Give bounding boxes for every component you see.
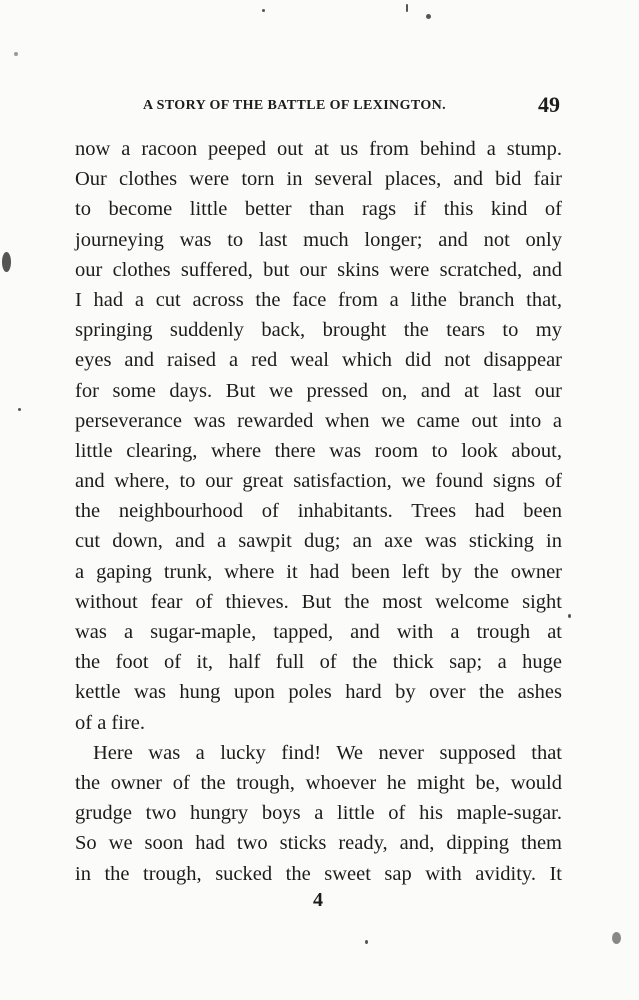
paragraph-start-line: Here was a lucky find! We never supposed that <box>93 741 562 764</box>
scan-speck <box>568 614 571 618</box>
text-line: I had a cut across the face from a lithe branch that, <box>75 288 562 311</box>
text-line: and where, to our great satisfaction, we found signs of <box>75 470 562 493</box>
running-head: A STORY OF THE BATTLE OF LEXINGTON. <box>143 98 447 113</box>
text-line: for some days. But we pressed on, and at last our <box>75 379 562 402</box>
scan-speck <box>14 52 18 56</box>
scan-speck <box>406 4 408 12</box>
text-line: our clothes suffered, but our skins were scratched, and <box>75 258 562 281</box>
text-line: now a racoon peeped out at us from behind a stump. <box>75 138 562 160</box>
text-line: a gaping trunk, where it had been left by the owner <box>75 560 562 583</box>
text-line: the owner of the trough, whoever he might be, would <box>75 771 562 794</box>
text-line: was a sugar-maple, tapped, and with a trough at <box>75 621 562 643</box>
text-line: kettle was hung upon poles hard by over the ashes <box>75 681 562 704</box>
scan-speck <box>18 408 21 411</box>
text-line: the neighbourhood of inhabitants. Trees had been <box>75 500 562 523</box>
page-number: 49 <box>538 92 560 117</box>
signature-mark: 4 <box>313 889 323 911</box>
text-line: So we soon had two sticks ready, and, dipping them <box>75 832 562 855</box>
body-text <box>75 134 562 889</box>
page-header <box>0 92 639 122</box>
text-line: Our clothes were torn in several places, and bid fair <box>75 168 562 191</box>
text-line: to become little better than rags if this kind of <box>75 198 562 221</box>
text-line: springing suddenly back, brought the tears to my <box>75 319 562 342</box>
text-line: perseverance was rewarded when we came out into a <box>75 409 562 432</box>
text-line: little clearing, where there was room to look about, <box>75 439 562 462</box>
scan-speck <box>262 9 265 12</box>
scan-speck <box>365 940 368 944</box>
scan-speck <box>2 252 11 272</box>
text-line: the foot of it, half full of the thick sap; a huge <box>75 651 562 674</box>
text-line: grudge two hungry boys a little of his maple-sugar. <box>75 802 562 825</box>
text-line: without fear of thieves. But the most welcome sight <box>75 590 562 613</box>
text-line: cut down, and a sawpit dug; an axe was sticking in <box>75 530 562 553</box>
text-line: journeying was to last much longer; and not only <box>75 228 562 251</box>
scan-speck <box>426 14 431 19</box>
paragraph-end-line: of a fire. <box>75 711 145 734</box>
text-line: in the trough, sucked the sweet sap with avidity. It <box>75 862 562 885</box>
text-line: eyes and raised a red weal which did not disappear <box>75 349 562 372</box>
scan-speck <box>612 932 621 944</box>
